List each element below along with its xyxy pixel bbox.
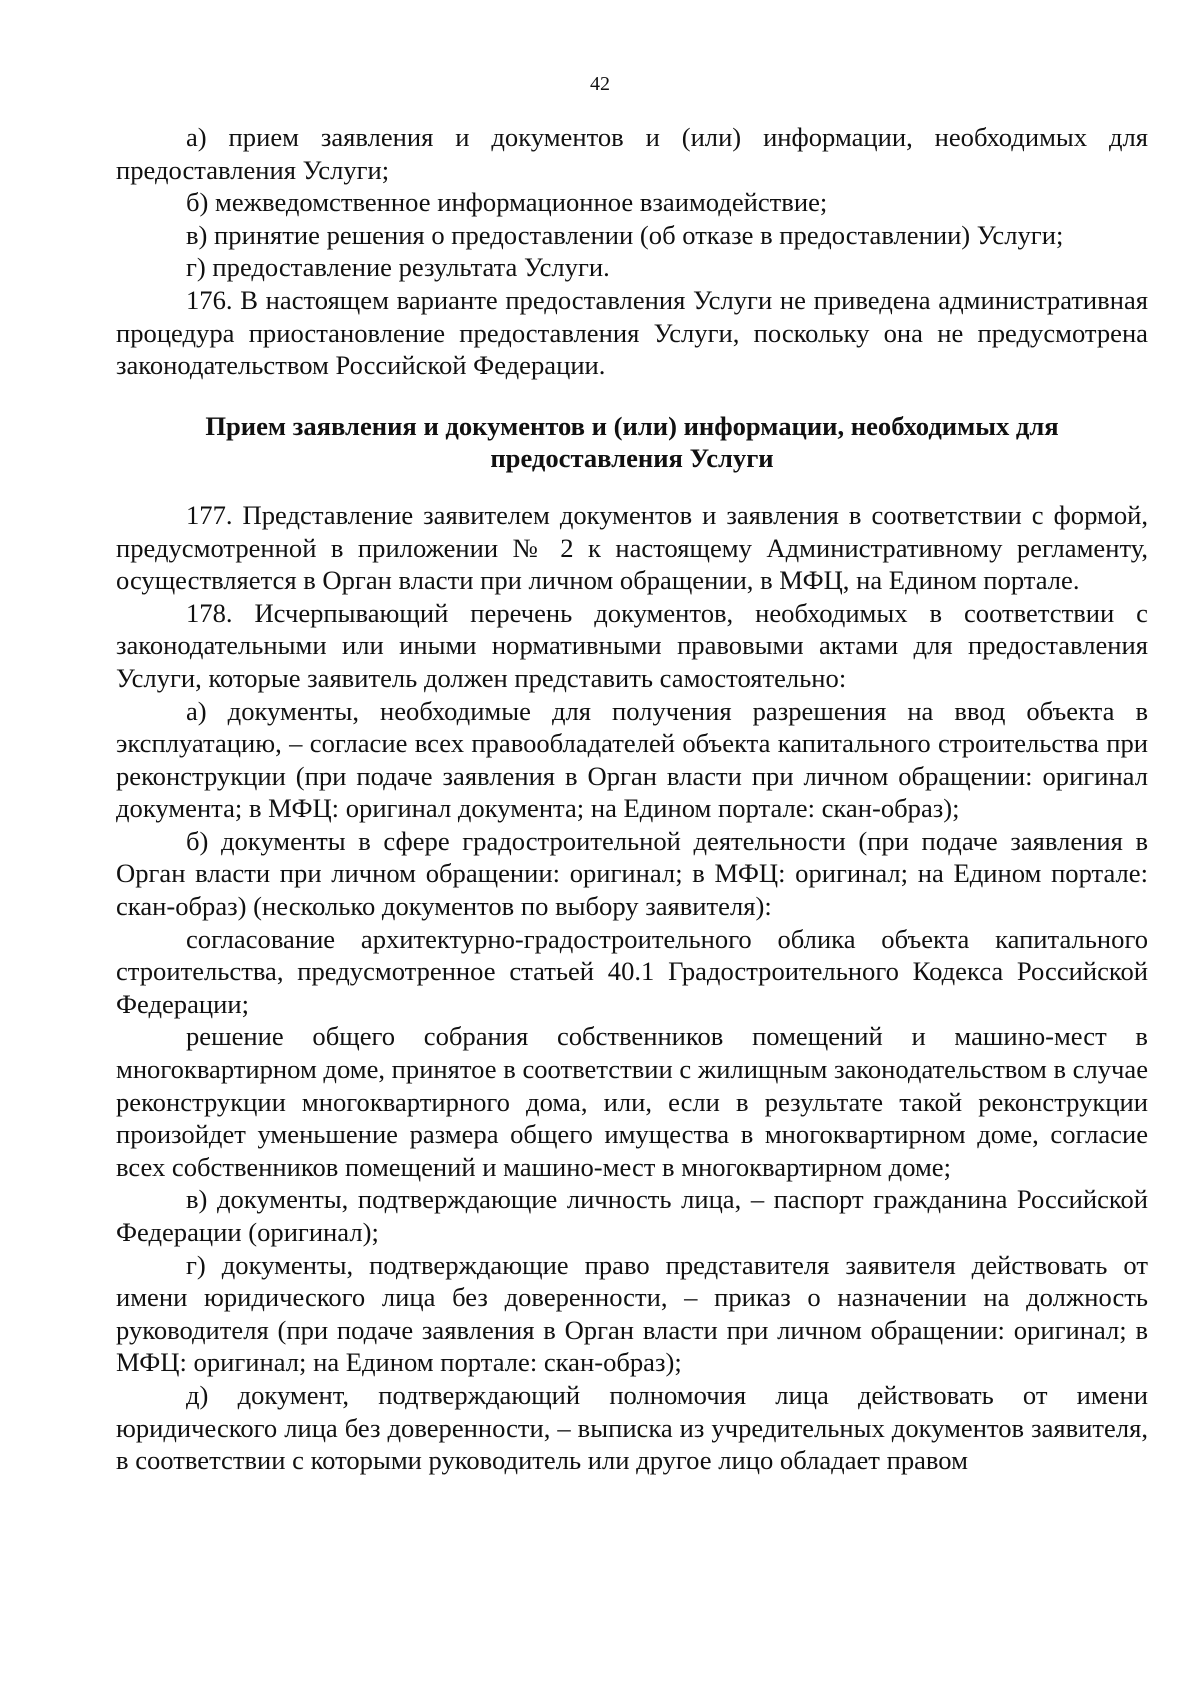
- list-item-v: в) принятие решения о предоставлении (об отказе в предоставлении) Услуги;: [186, 219, 1064, 250]
- paragraph-178: 178. Исчерпывающий перечень документов, необходимых в соответствии с законодательными или иными нормативными правовыми актами для предоставления Услуги, которые заявитель должен представить самостоятельно:: [116, 597, 1148, 693]
- list-item-g: г) предоставление результата Услуги.: [186, 252, 610, 283]
- document-item-d: д) документ, подтверждающий полномочия лица действовать от имени юридического лица без доверенности, – выписка из учредительных документов заявителя, в соответствии с которыми руководитель или другое лицо обладает правом: [116, 1379, 1148, 1476]
- document-subitem-owners-meeting: решение общего собрания собственников помещений и машино-мест в многоквартирном доме, принятое в соответствии с жилищным законодательством в случае реконструкции многоквартирного дома, или, если в результате такой реконструкции произойдет уменьшение размера общего имущества в многоквартирном доме, согласие всех собственников помещений и машино-мест в многоквартирном доме;: [116, 1021, 1149, 1182]
- document-body: [116, 121, 1148, 1477]
- document-item-a: а) документы, необходимые для получения разрешения на ввод объекта в эксплуатацию, – согласие всех правообладателей объекта капитального строительства при реконструкции (при подаче заявления в Орган власти при личном обращении: оригинал документа; в МФЦ: оригинал документа; на Едином портале: скан-образ);: [116, 695, 1148, 824]
- document-item-v: в) документы, подтверждающие личность лица, – паспорт гражданина Российской Федерации (оригинал);: [116, 1184, 1148, 1247]
- document-item-g: г) документы, подтверждающие право представителя заявителя действовать от имени юридического лица без доверенности, – приказ о назначении на должность руководителя (при подаче заявления в Орган власти при личном обращении: оригинал; в МФЦ: оригинал; на Едином портале: скан-образ);: [116, 1249, 1148, 1378]
- list-item-b: б) межведомственное информационное взаимодействие;: [186, 187, 828, 218]
- document-subitem-architecture: согласование архитектурно-градостроительного облика объекта капитального строительства, предусмотренное статьей 40.1 Градостроительного Кодекса Российской Федерации;: [116, 923, 1148, 1019]
- paragraph-176: 176. В настоящем варианте предоставления Услуги не приведена административная процедура приостановление предоставления Услуги, поскольку она не предусмотрена законодательством Российской Федерации.: [116, 284, 1148, 381]
- page-number: 42: [590, 73, 610, 95]
- list-item-a: а) прием заявления и документов и (или) информации, необходимых для предоставления Услуги;: [116, 122, 1148, 185]
- section-heading-line-1: Прием заявления и документов и (или) информации, необходимых для: [205, 410, 1059, 441]
- document-item-b: б) документы в сфере градостроительной деятельности (при подаче заявления в Орган власти при личном обращении: оригинал; в МФЦ: оригинал; на Едином портале: скан-образ) (несколько документов по выбору заявителя):: [116, 825, 1148, 922]
- paragraph-177: 177. Представление заявителем документов и заявления в соответствии с формой, предусмотренной в приложении № 2 к настоящему Административному регламенту, осуществляется в Орган власти при личном обращении, в МФЦ, на Едином портале.: [116, 499, 1148, 596]
- section-heading-line-2: предоставления Услуги: [490, 443, 774, 474]
- section-heading: [116, 410, 1148, 475]
